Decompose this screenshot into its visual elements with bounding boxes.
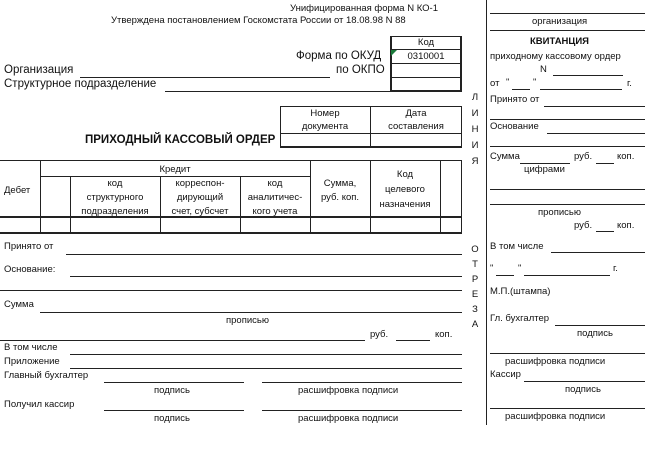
receipt-including-label: В том числе bbox=[490, 241, 544, 252]
receipt-quote-2: " bbox=[533, 77, 537, 88]
debit-header: Дебет bbox=[4, 185, 31, 196]
receipt-quote-4: " bbox=[518, 263, 522, 274]
receipt-rub-2: руб. bbox=[574, 220, 593, 231]
receipt-kop-field-2[interactable] bbox=[596, 231, 614, 232]
receipt-cashier-signature-field[interactable] bbox=[524, 381, 645, 382]
attachment-field[interactable] bbox=[70, 368, 462, 369]
receipt-kop-field[interactable] bbox=[596, 163, 614, 164]
okud-value[interactable]: 0310001 bbox=[407, 51, 445, 62]
receipt-year: г. bbox=[627, 78, 632, 89]
receipt-in-words: прописью bbox=[538, 207, 581, 218]
receipt-in-figures: цифрами bbox=[524, 164, 565, 175]
receipt-basis-field[interactable] bbox=[547, 133, 645, 134]
receipt-chief-signature-field[interactable] bbox=[555, 325, 645, 326]
receipt-sum-label: Сумма bbox=[490, 151, 520, 162]
receipt-stamp: М.П.(штампа) bbox=[490, 286, 551, 297]
col-corr-3: счет, субсчет bbox=[171, 206, 229, 217]
corner-mark-icon bbox=[391, 50, 397, 56]
cashier-signature-field[interactable] bbox=[104, 410, 244, 411]
receipt-including-field[interactable] bbox=[551, 252, 645, 253]
receipt-quote-1: " bbox=[506, 77, 510, 88]
attachment-label: Приложение bbox=[4, 356, 60, 367]
organization-label: Организация bbox=[4, 64, 74, 76]
doc-number-label-2: документа bbox=[301, 121, 349, 132]
chief-accountant-signature-field[interactable] bbox=[104, 382, 244, 383]
col-purpose-1: Код bbox=[396, 169, 414, 180]
receipt-month-field-2[interactable] bbox=[524, 275, 610, 276]
receipt-kop-2: коп. bbox=[617, 220, 635, 231]
receipt-to-order: приходному кассовому ордер bbox=[490, 51, 621, 62]
receipt-decoding-caption-2: расшифровка подписи bbox=[505, 411, 606, 422]
receipt-month-field[interactable] bbox=[540, 89, 622, 90]
receipt-decoding-caption-1: расшифровка подписи bbox=[505, 356, 606, 367]
cashier-decoding-field[interactable] bbox=[262, 410, 462, 411]
receipt-received-from-label: Принято от bbox=[490, 94, 540, 105]
receipt-signature-caption-2: подпись bbox=[565, 384, 601, 395]
basis-label: Основание: bbox=[4, 264, 56, 275]
receipt-received-from-field[interactable] bbox=[544, 106, 645, 107]
col-purpose-3: назначения bbox=[379, 199, 431, 210]
in-words-label: прописью bbox=[226, 315, 269, 326]
col-sum-2: руб. коп. bbox=[320, 192, 360, 203]
receipt-from: от bbox=[490, 78, 500, 89]
including-label: В том числе bbox=[4, 342, 58, 353]
cut-line bbox=[486, 0, 487, 425]
receipt-number-field[interactable] bbox=[553, 75, 623, 76]
receipt-kop: коп. bbox=[617, 151, 635, 162]
approval-line: Утверждена постановлением Госкомстата России от 18.08.98 N 88 bbox=[111, 15, 406, 26]
receipt-cashier-label: Кассир bbox=[490, 369, 521, 380]
page-title: ПРИХОДНЫЙ КАССОВЫЙ ОРДЕР bbox=[85, 134, 276, 146]
receipt-title: КВИТАНЦИЯ bbox=[530, 36, 590, 47]
col-analyt-3: кого учета bbox=[252, 206, 298, 217]
form-code-line: Унифицированная форма N КО-1 bbox=[290, 3, 438, 14]
col-struct-2: структурного bbox=[86, 192, 144, 203]
rub-label: руб. bbox=[370, 329, 389, 340]
cashier-received-label: Получил кассир bbox=[4, 399, 75, 410]
credit-header: Кредит bbox=[159, 164, 191, 175]
receipt-chief-accountant-label: Гл. бухгалтер bbox=[490, 313, 550, 324]
received-from-label: Принято от bbox=[4, 241, 54, 252]
received-from-field[interactable] bbox=[66, 254, 462, 255]
sum-field[interactable] bbox=[40, 312, 462, 313]
receipt-day-field-2[interactable] bbox=[496, 275, 514, 276]
col-analyt-2: аналитичес- bbox=[247, 192, 303, 203]
col-struct-3: подразделения bbox=[81, 206, 149, 217]
receipt-n: N bbox=[540, 64, 547, 75]
subdivision-field[interactable] bbox=[165, 91, 390, 92]
kop-field[interactable] bbox=[396, 340, 430, 341]
receipt-basis-label: Основание bbox=[490, 121, 539, 132]
col-struct-1: код bbox=[107, 178, 123, 189]
receipt-year-2: г. bbox=[613, 263, 618, 274]
subdivision-label: Структурное подразделение bbox=[4, 78, 157, 90]
col-corr-2: дирующий bbox=[176, 192, 224, 203]
receipt-organization-field[interactable] bbox=[490, 13, 645, 14]
col-corr-1: корреспон- bbox=[175, 178, 225, 189]
col-sum-1: Сумма, bbox=[323, 178, 357, 189]
receipt-signature-caption-1: подпись bbox=[577, 328, 613, 339]
doc-date-label-1: Дата bbox=[405, 108, 427, 119]
decoding-caption-2: расшифровка подписи bbox=[298, 413, 399, 424]
code-header: Код bbox=[417, 37, 435, 48]
cut-line-word-1: ЛИНИЯ bbox=[471, 92, 479, 167]
receipt-organization-caption: организация bbox=[532, 16, 588, 27]
receipt-day-field[interactable] bbox=[512, 89, 530, 90]
signature-caption-1: подпись bbox=[154, 385, 190, 396]
signature-caption-2: подпись bbox=[154, 413, 190, 424]
cut-line-word-2: ОТРЕЗА bbox=[471, 244, 479, 330]
doc-number-label-1: Номер bbox=[310, 108, 340, 119]
col-purpose-2: целевого bbox=[385, 184, 425, 195]
including-field[interactable] bbox=[70, 354, 462, 355]
basis-field[interactable] bbox=[70, 276, 462, 277]
sum-label: Сумма bbox=[4, 299, 34, 310]
doc-date-label-2: составления bbox=[388, 121, 444, 132]
decoding-caption-1: расшифровка подписи bbox=[298, 385, 399, 396]
okpo-label: по ОКПО bbox=[336, 64, 385, 76]
receipt-rub: руб. bbox=[574, 151, 593, 162]
col-analyt-1: код bbox=[267, 178, 283, 189]
chief-accountant-decoding-field[interactable] bbox=[262, 382, 462, 383]
chief-accountant-label: Главный бухгалтер bbox=[4, 370, 89, 381]
okud-label: Форма по ОКУД bbox=[296, 50, 382, 62]
receipt-quote-3: " bbox=[490, 263, 494, 274]
kop-label: коп. bbox=[435, 329, 453, 340]
